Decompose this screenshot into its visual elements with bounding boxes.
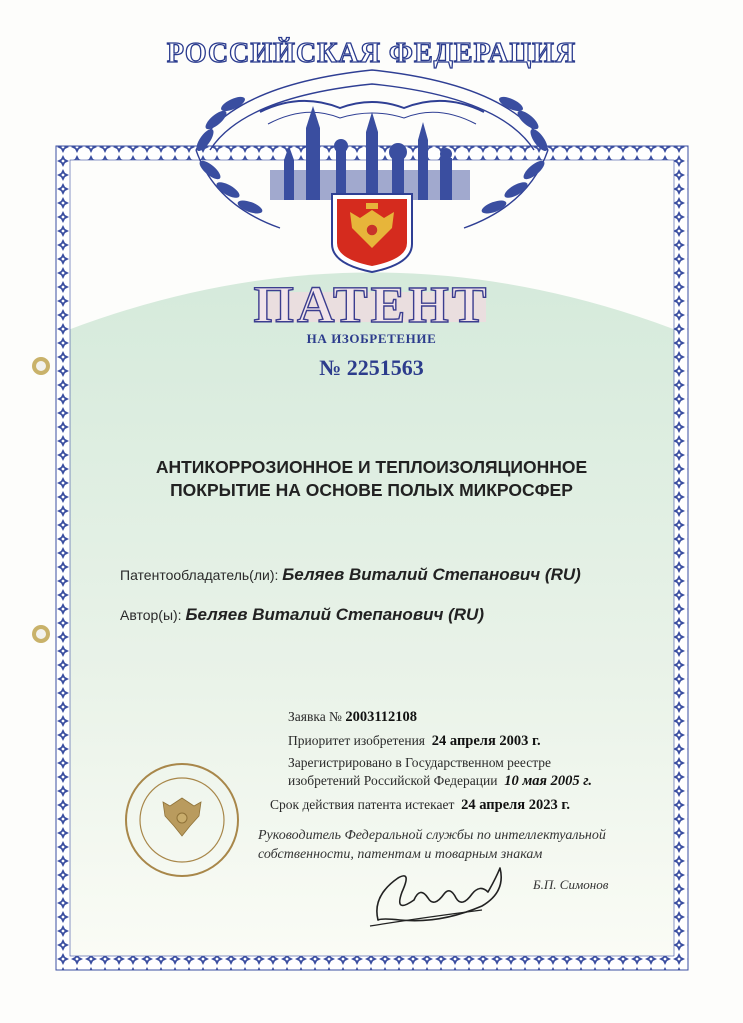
- priority-row: [288, 733, 541, 750]
- patent-holder-value: Беляев Виталий Степанович (RU): [282, 565, 581, 584]
- expiry-row: [270, 797, 570, 814]
- binding-hole-bottom: [32, 625, 50, 643]
- priority-date: 24 апреля 2003 г.: [431, 733, 541, 749]
- application-row: [288, 709, 417, 726]
- country-name: РОССИЙСКАЯ ФЕДЕРАЦИЯ: [166, 38, 577, 69]
- patent-holder-label: Патентообладатель(ли):: [120, 567, 279, 583]
- registered-line-2: изобретений Российской Федерации: [288, 773, 498, 788]
- invention-title-line-2: ПОКРЫТИЕ НА ОСНОВЕ ПОЛЫХ МИКРОСФЕР: [170, 480, 573, 500]
- author-value: Беляев Виталий Степанович (RU): [185, 605, 484, 624]
- signer-name: Б.П. Симонов: [533, 877, 609, 892]
- author-row: [120, 605, 484, 625]
- application-label: Заявка №: [288, 709, 342, 724]
- registered-row: [288, 773, 592, 790]
- chief-title-line-2: собственности, патентам и товарным знакам: [258, 847, 543, 862]
- patent-holder-row: [120, 565, 581, 585]
- document-subtitle: НА ИЗОБРЕТЕНИЕ: [306, 331, 437, 346]
- coat-of-arms-icon: [332, 194, 412, 272]
- patent-number: № 2251563: [319, 355, 424, 380]
- registered-line-1: Зарегистрировано в Государственном реестре: [288, 755, 552, 770]
- expiry-label: Срок действия патента истекает: [270, 797, 455, 812]
- expiry-date: 24 апреля 2023 г.: [461, 797, 570, 813]
- priority-label: Приоритет изобретения: [288, 733, 426, 748]
- application-number: 2003112108: [345, 709, 418, 725]
- author-label: Автор(ы):: [120, 607, 182, 623]
- invention-title-line-1: АНТИКОРРОЗИОННОЕ И ТЕПЛОИЗОЛЯЦИОННОЕ: [155, 457, 588, 477]
- document-type-title: ПАТЕНТ: [253, 277, 490, 334]
- registered-date: 10 мая 2005 г.: [504, 773, 593, 789]
- chief-title-line-1: Руководитель Федеральной службы по интеллектуальной: [258, 828, 606, 843]
